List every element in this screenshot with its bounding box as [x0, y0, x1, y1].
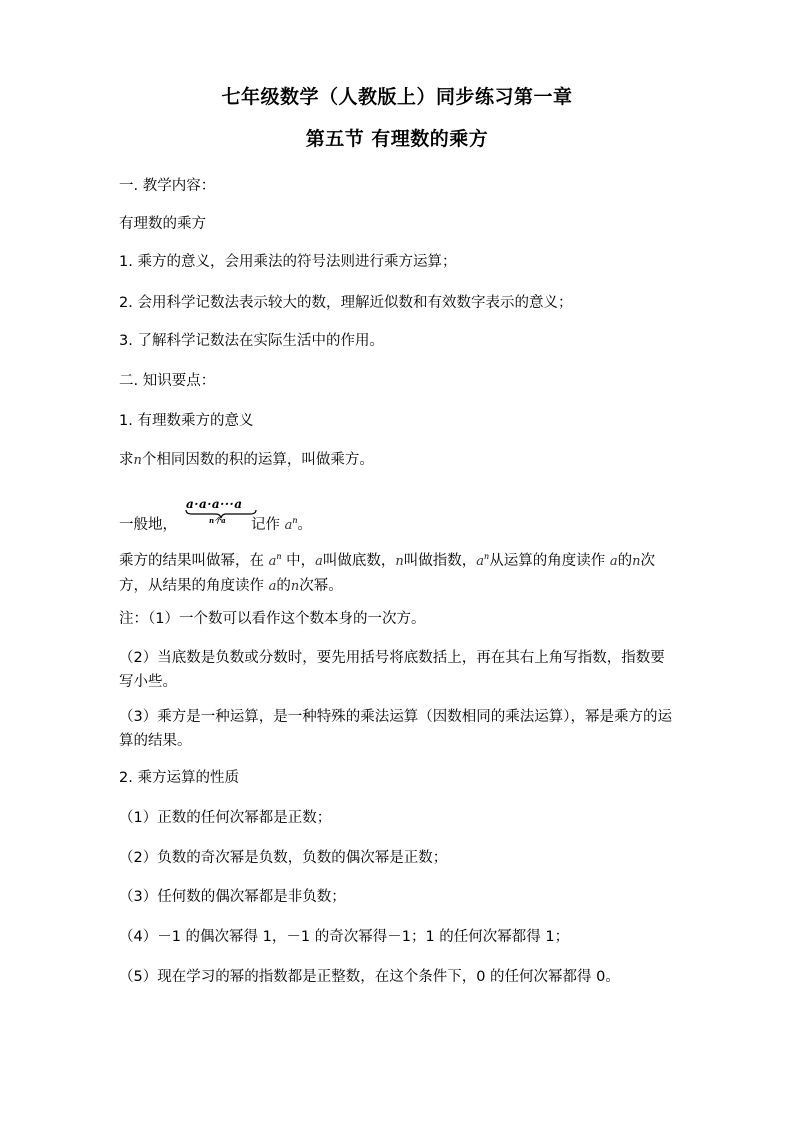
property-3: （3）任何数的偶次幂都是非负数；	[119, 889, 346, 905]
topic-line: 有理数的乘方	[119, 216, 206, 232]
key-point-2-heading: 2. 乘方运算的性质	[119, 770, 239, 786]
result-text-6: 的	[617, 552, 633, 569]
variable-n: n	[290, 578, 300, 594]
definition-pre: 求	[119, 452, 134, 468]
note-3: （3）乘方是一种运算，是一种特殊的乘法运算（因数相同的乘法运算），幂是乘方的运算的结果。	[119, 709, 672, 749]
property-4: （4）－1 的偶次幂得 1，－1 的奇次幂得－1；1 的任何次幂都得 1；	[119, 929, 570, 945]
result-text-3: 叫做底数，	[322, 552, 396, 569]
result-text-2: 中，	[281, 552, 316, 569]
variable-n: n	[632, 553, 641, 569]
general-end: 。	[297, 516, 313, 533]
general-notation-line	[119, 508, 679, 538]
section-subtitle: 第五节 有理数的乘方	[305, 128, 489, 150]
formula-underbrace-label: n个a	[209, 516, 226, 525]
document-title: 七年级数学（人教版上）同步练习第一章	[221, 86, 573, 108]
objective-item-2: 2. 会用科学记数法表示较大的数，理解近似数和有效数字表示的意义；	[119, 295, 573, 311]
general-mid: 记作	[251, 516, 285, 533]
definition-post: 个相同因数的积的运算，叫做乘方。	[141, 452, 374, 468]
result-text-8: 的	[276, 577, 291, 594]
result-text-1: 乘方的结果叫做幂，在	[119, 552, 269, 569]
variable-n: n	[395, 553, 404, 569]
variable-n: n	[133, 453, 142, 468]
property-1: （1）正数的任何次幂都是正数；	[119, 810, 332, 826]
result-text-4: 叫做指数，	[403, 552, 477, 569]
formula-product: a·a·a···a	[186, 497, 243, 511]
variable-a: a	[476, 553, 485, 569]
exponent-n: n	[484, 552, 490, 561]
exponent-n: n	[276, 552, 282, 561]
result-text-9: 次幂。	[299, 577, 343, 594]
exponent-n: n	[292, 516, 298, 525]
variable-a: a	[268, 578, 277, 594]
property-2: （2）负数的奇次幂是负数，负数的偶次幂是正数；	[119, 850, 448, 866]
variable-a: a	[315, 553, 323, 569]
section-heading-teaching-content: 一. 教学内容：	[119, 178, 216, 194]
power-explanation-paragraph	[119, 545, 679, 599]
variable-a: a	[609, 553, 618, 569]
objective-item-1: 1. 乘方的意义，会用乘法的符号法则进行乘方运算；	[119, 254, 457, 270]
section-heading-key-points: 二. 知识要点：	[119, 373, 216, 389]
general-pre: 一般地，	[119, 516, 177, 533]
key-point-1-heading: 1. 有理数乘方的意义	[119, 413, 254, 429]
variable-a: a	[284, 517, 293, 533]
variable-a: a	[268, 553, 277, 569]
result-text-7: 次方，从结果的角度读作	[119, 552, 655, 594]
property-5: （5）现在学习的幂的指数都是正整数，在这个条件下，0 的任何次幂都得 0。	[119, 969, 620, 985]
note-2: （2）当底数是负数或分数时，要先用括号将底数括上，再在其右上角写指数，指数要写小些。	[119, 650, 665, 690]
result-text-5: 从运算的角度读作	[489, 552, 610, 569]
note-1: 注：（1）一个数可以看作这个数本身的一次方。	[119, 611, 426, 627]
objective-item-3: 3. 了解科学记数法在实际生活中的作用。	[119, 333, 384, 349]
definition-line	[119, 448, 679, 473]
